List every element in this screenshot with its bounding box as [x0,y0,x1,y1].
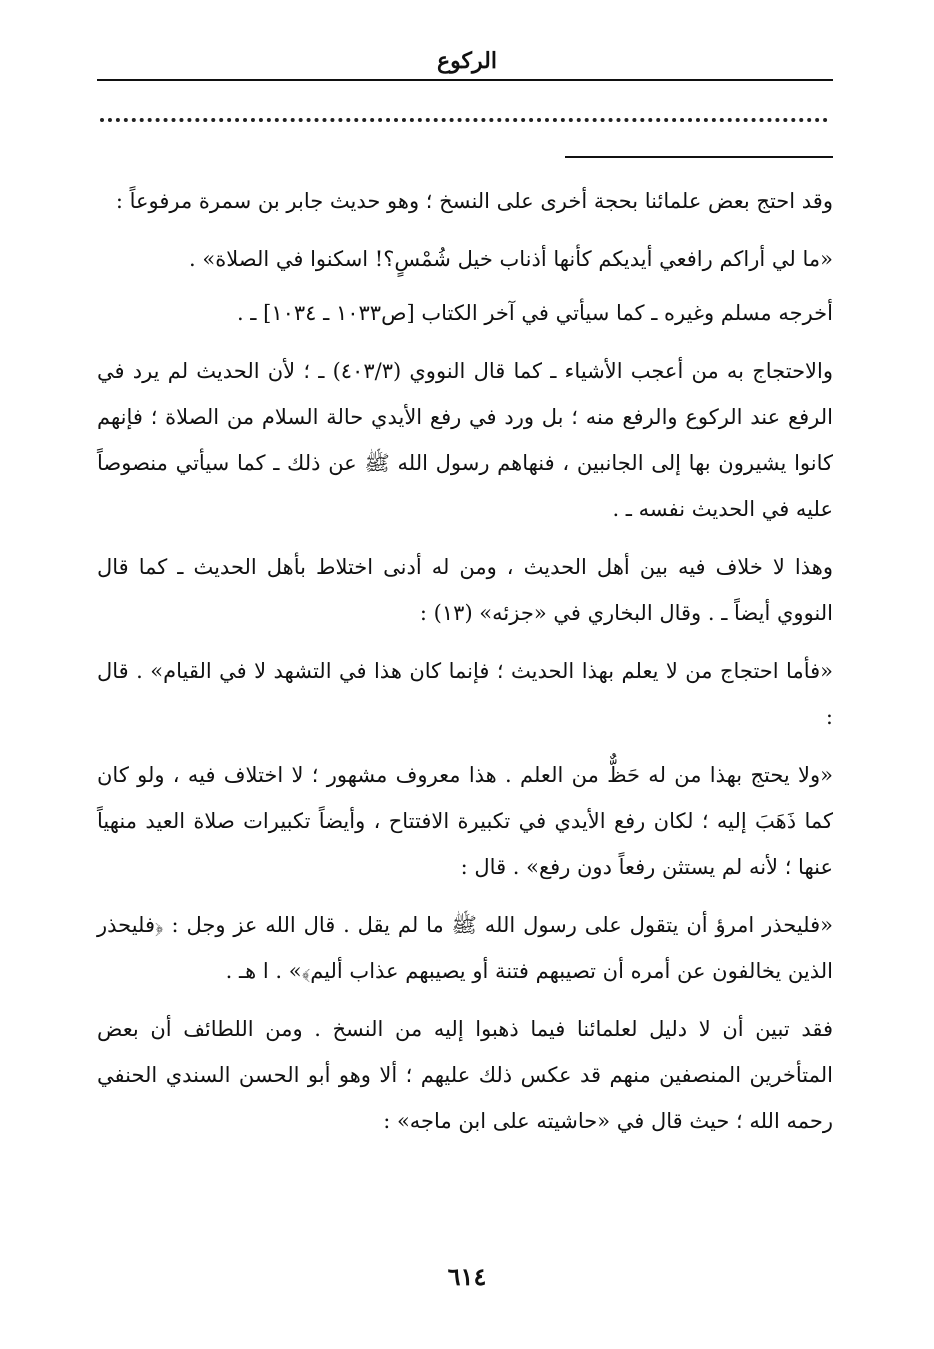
paragraph-5: وهذا لا خلاف فيه بين أهل الحديث ، ومن له أدنى اختلاط بأهل الحديث ـ كما قال النووي أيضاً ـ . وقال البخاري في «جزئه» (١٣) : [97,555,833,625]
short-rule [565,156,833,158]
page-body [97,178,833,1156]
paragraph-7: «ولا يحتج بهذا من له حَظٌّ من العلم . هذا معروف مشهور ؛ لا اختلاف فيه ، ولو كان كما ذَهَبَ إليه ؛ لكان رفع الأيدي في تكبيرة الافتتاح ، وأيضاً تكبيرات صلاة العيد منهياً عنها ؛ لأنه لم يستثن رفعاً دون رفع» . قال : [97,763,833,879]
paragraph-6: «فأما احتجاج من لا يعلم بهذا الحديث ؛ فإنما كان هذا في التشهد لا في القيام» . قال : [97,659,833,729]
paragraph-1: وقد احتج بعض علمائنا بحجة أخرى على النسخ ؛ وهو حديث جابر بن سمرة مرفوعاً : [115,189,833,213]
paragraph-4: والاحتجاج به من أعجب الأشياء ـ كما قال النووي (٤٠٣/٣) ـ ؛ لأن الحديث لم يرد في الرفع عند الركوع والرفع منه ؛ بل ورد في رفع الأيدي حالة السلام من الصلاة ؛ فإنهم كانوا يشيرون بها إلى الجانبين ، فنهاهم رسول الله ﷺ عن ذلك ـ كما سيأتي منصوصاً عليه في الحديث نفسه ـ . [97,359,834,521]
paragraph-8: «فليحذر امرؤ أن يتقول على رسول الله ﷺ ما لم يقل . قال الله عز وجل : ﴿فليحذر الذين يخالفون عن أمره أن تصيبهم فتنة أو يصيبهم عذاب أليم﴾» . ا هـ . [97,913,833,983]
header-rule [97,79,833,81]
running-title: الركوع [437,48,497,74]
paragraph-3: أخرجه مسلم وغيره ـ كما سيأتي في آخر الكتاب [ص١٠٣٣ ـ ١٠٣٤] ـ . [236,301,833,325]
paragraph-9: فقد تبين أن لا دليل لعلمائنا فيما ذهبوا إليه من النسخ . ومن اللطائف أن بعض المتأخرين المنصفين منهم قد عكس ذلك عليهم ؛ ألا وهو أبو الحسن السندي الحنفي رحمه الله ؛ حيث قال في «حاشيته على ابن ماجه» : [97,1017,833,1133]
paragraph-2: «ما لي أراكم رافعي أيديكم كأنها أذناب خيل شُمْسٍ؟! اسكنوا في الصلاة» . [189,247,833,271]
page-number: ٦١٤ [447,1262,487,1291]
continuation-dots [100,118,828,122]
